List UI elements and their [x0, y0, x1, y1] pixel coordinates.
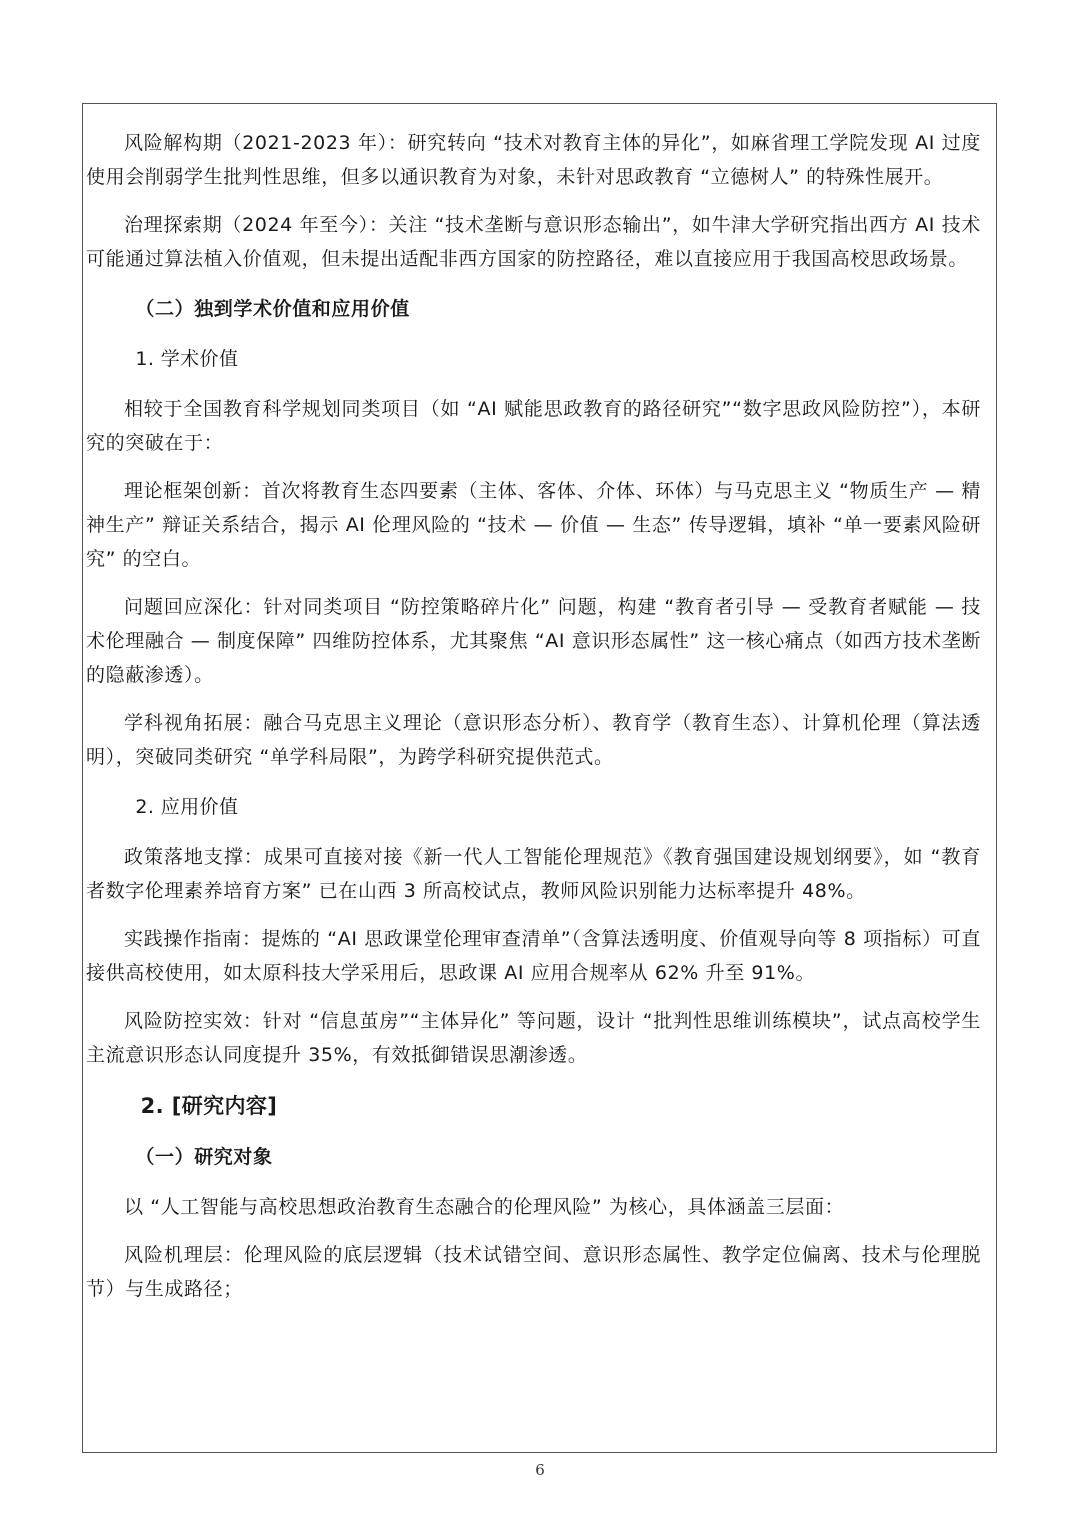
section-title-research-content: 2. [研究内容] [140, 1094, 278, 1118]
paragraph-research-core: 以 “人工智能与高校思想政治教育生态融合的伦理风险” 为核心，具体涵盖三层面： [124, 1196, 845, 1218]
heading-research-object: （一）研究对象 [135, 1146, 273, 1168]
page-number: 6 [535, 1461, 545, 1479]
heading-academic-value: 1. 学术价值 [135, 348, 239, 370]
heading-application-value: 2. 应用价值 [135, 796, 239, 818]
paragraph-risk-deconstruction: 风险解构期（2021-2023 年）：研究转向 “技术对教育主体的异化”，如麻省理工学院发现 AI 过度使用会削弱学生批判性思维，但多以通识教育为对象，未针对思政教育 “立德树人” 的特殊性展开。 [86, 132, 981, 188]
paragraph-theory-innovation: 理论框架创新：首次将教育生态四要素（主体、客体、介体、环体）与马克思主义 “物质生产 — 精神生产” 辩证关系结合，揭示 AI 伦理风险的 “技术 — 价值 — 生态” 传导逻辑，填补 “单一要素风险研究” 的空白。 [86, 480, 981, 570]
paragraph-problem-response: 问题回应深化：针对同类项目 “防控策略碎片化” 问题，构建 “教育者引导 — 受教育者赋能 — 技术伦理融合 — 制度保障” 四维防控体系，尤其聚焦 “AI 意识形态属性” 这一核心痛点（如西方技术垄断的隐蔽渗透）。 [86, 596, 981, 686]
document-body [86, 126, 981, 1306]
paragraph-risk-control: 风险防控实效：针对 “信息茧房”“主体异化” 等问题，设计 “批判性思维训练模块”，试点高校学生主流意识形态认同度提升 35%，有效抵御错误思潮渗透。 [86, 1010, 981, 1066]
paragraph-risk-mechanism: 风险机理层：伦理风险的底层逻辑（技术试错空间、意识形态属性、教学定位偏离、技术与伦理脱节）与生成路径； [86, 1244, 981, 1300]
heading-value: （二）独到学术价值和应用价值 [135, 298, 410, 320]
paragraph-practice-guide: 实践操作指南：提炼的 “AI 思政课堂伦理审查清单”（含算法透明度、价值观导向等 8 项指标）可直接供高校使用，如太原科技大学采用后，思政课 AI 应用合规率从 62% 升至 91%。 [86, 928, 981, 984]
paragraph-policy-support: 政策落地支撑：成果可直接对接《新一代人工智能伦理规范》《教育强国建设规划纲要》，如 “教育者数字伦理素养培育方案” 已在山西 3 所高校试点，教师风险识别能力达标率提升 48%。 [86, 846, 981, 902]
paragraph-governance-exploration: 治理探索期（2024 年至今）：关注 “技术垄断与意识形态输出”，如牛津大学研究指出西方 AI 技术可能通过算法植入价值观，但未提出适配非西方国家的防控路径，难以直接应用于我国高校思政场景。 [86, 214, 981, 270]
paragraph-discipline-expansion: 学科视角拓展：融合马克思主义理论（意识形态分析）、教育学（教育生态）、计算机伦理（算法透明），突破同类研究 “单学科局限”，为跨学科研究提供范式。 [86, 712, 981, 768]
paragraph-comparison: 相较于全国教育科学规划同类项目（如 “AI 赋能思政教育的路径研究”“数字思政风险防控”），本研究的突破在于： [86, 398, 981, 454]
page-frame [82, 103, 997, 1453]
